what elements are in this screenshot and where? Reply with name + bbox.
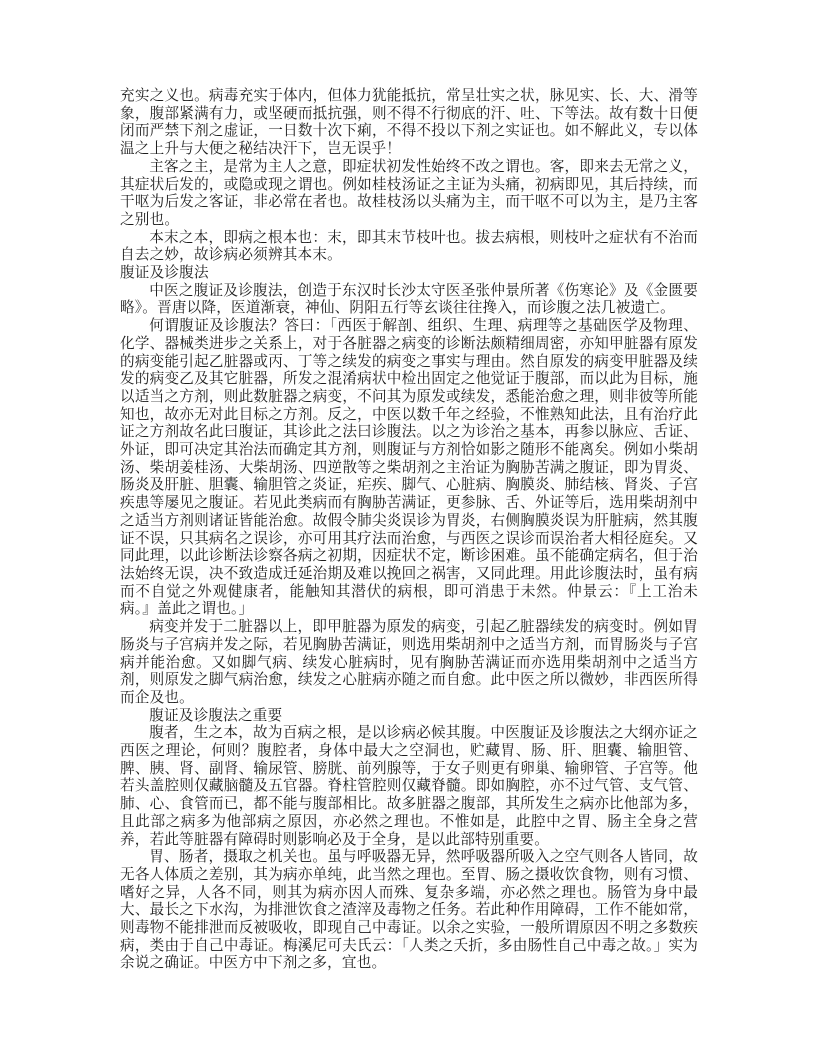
section-heading-abdominal-diagnosis: 腹证及诊腹法 [120, 265, 209, 282]
section-heading-importance: 腹证及诊腹法之重要 [149, 707, 283, 724]
paragraph-fullness-meaning: 充实之义也。病毒充实于体内，但体力犹能抵抗，常呈壮实之状，脉见实、长、大、滑等象，腹部紧满有力，或坚硬而抵抗强，则不得不行彻底的汗、吐、下等法。故有数十日便闭而严禁下剂之虚证，一日数十次下痢，不得不投以下剂之实证也。如不解此义，专以体温之上升与大便之秘结决汗下，岂无误乎！ [120, 88, 698, 158]
paragraph-origin-zhongjing: 中医之腹证及诊腹法，创造于东汉时长沙太守医圣张仲景所著《伤寒论》及《金匮要略》。晋唐以降，医道渐衰，神仙、阴阳五行等玄谈往往搀入，而诊腹之法几被遗亡。 [120, 282, 698, 317]
paragraph-root-branch: 本末之本，即病之根本也：末，即其末节枝叶也。拔去病根，则枝叶之症状有不治而自去之妙，故诊病必须辨其本末。 [120, 229, 698, 264]
paragraph-stomach-intestines: 胃、肠者，摄取之机关也。虽与呼吸器无异，然呼吸器所吸入之空气则各人皆同，故无各人体质之差别，其为病亦单纯，此当然之理也。至胃、肠之摄收饮食物，则有习惯、嗜好之异，人各不同，则其为病亦因人而殊、复杂多端，亦必然之理也。肠管为身中最大、最长之下水沟，为排泄饮食之渣滓及毒物之任务。若此种作用障碍，工作不能如常，则毒物不能排泄而反被吸收，即现自己中毒证。以余之实验，一般所谓原因不明之多数疾病，类由于自己中毒证。梅溪尼可夫氏云：「人类之夭折，多由肠性自己中毒之故。」实为余说之确证。中医方中下剂之多，宜也。 [120, 849, 698, 972]
paragraph-what-is-fukushin: 何谓腹证及诊腹法？答曰：「西医于解剖、组织、生理、病理等之基础医学及物理、化学、器械类进步之关系上，对于各脏器之病变的诊断法颇精细周密，亦知甲脏器有原发的病变能引起乙脏器或丙、丁等之续发的病变之事实与理由。然自原发的病变甲脏器及续发的病变乙及其它脏器，所发之混淆病状中检出固定之他觉证于腹部，而以此为目标，施以适当之方剂，则此数脏器之病变，不问其为原发或续发，悉能治愈之理，则非彼等所能知也，故亦无对此目标之方剂。反之，中医以数千年之经验，不惟熟知此法，且有治疗此证之方剂故名此曰腹证，其诊此之法曰诊腹法。以之为诊治之基本，再参以脉应、舌证、外证，即可决定其治法而确定其方剂，则腹证与方剂恰如影之随形不能离矣。例如小柴胡汤、柴胡姜桂汤、大柴胡汤、四逆散等之柴胡剂之主治证为胸胁苦满之腹证，即为胃炎、肠炎及肝脏、胆囊、输胆管之炎证，疟疾、脚气、心脏病、胸膜炎、肺结核、肾炎、子宫疾患等屡见之腹证。若见此类病而有胸胁苦满证，更参脉、舌、外证等后，选用柴胡剂中之适当方剂则诸证皆能治愈。故假令肺尖炎误诊为胃炎，右侧胸膜炎误为肝脏病，然其腹证不误，只其病名之误诊，亦可用其疗法而治愈，与西医之误诊而误治者大相径庭矣。又同此理，以此诊断法诊察各病之初期，因症状不定，断诊困难。虽不能确定病名，但于治法始终无误，决不致造成迁延治期及难以挽回之祸害，又同此理。用此诊腹法时，虽有病而不自觉之外观健康者，能触知其潜伏的病根，即可消患于未然。仲景云：『上工治未病。』盖此之谓也。」 [120, 318, 698, 618]
paragraph-host-guest: 主客之主，是常为主人之意，即症状初发性始终不改之谓也。客，即来去无常之义，其症状后发的，或隐或现之谓也。例如桂枝汤证之主证为头痛，初病即见，其后持续，而干呕为后发之客证，非必常在者也。故桂枝汤以头痛为主，而干呕不可以为主，是乃主客之别也。 [120, 158, 698, 228]
paragraph-concurrent-organs: 病变并发于二脏器以上，即甲脏器为原发的病变，引起乙脏器续发的病变时。例如胃肠炎与子宫病并发之际，若见胸胁苦满证，则选用柴胡剂中之适当方剂，而胃肠炎与子宫病并能治愈。又如脚气病、续发心脏病时，见有胸胁苦满证而亦选用柴胡剂中之适当方剂，则原发之脚气病治愈，续发之心脏病亦随之而自愈。此中医之所以微妙，非西医所得而企及也。 [120, 619, 698, 706]
paragraph-abdomen-root-of-life: 腹者，生之本，故为百病之根，是以诊病必候其腹。中医腹证及诊腹法之大纲亦证之西医之理论，何则？腹腔者，身体中最大之空洞也，贮藏胃、肠、肝、胆囊、输胆管、脾、胰、肾、副肾、输尿管、膀胱、前列腺等，于女子则更有卵巢、输卵管、子宫等。他若头盖腔则仅藏脑髓及五官器。脊柱管腔则仅藏脊髓。即如胸腔，亦不过气管、支气管、肺、心、食管而已，都不能与腹部相比。故多脏器之腹部，其所发生之病亦比他部为多，且此部之病多为他部病之原因，亦必然之理也。不惟如是，此腔中之胃、肠主全身之营养，若此等脏器有障碍时则影响必及于全身，是以此部特别重要。 [120, 725, 698, 848]
